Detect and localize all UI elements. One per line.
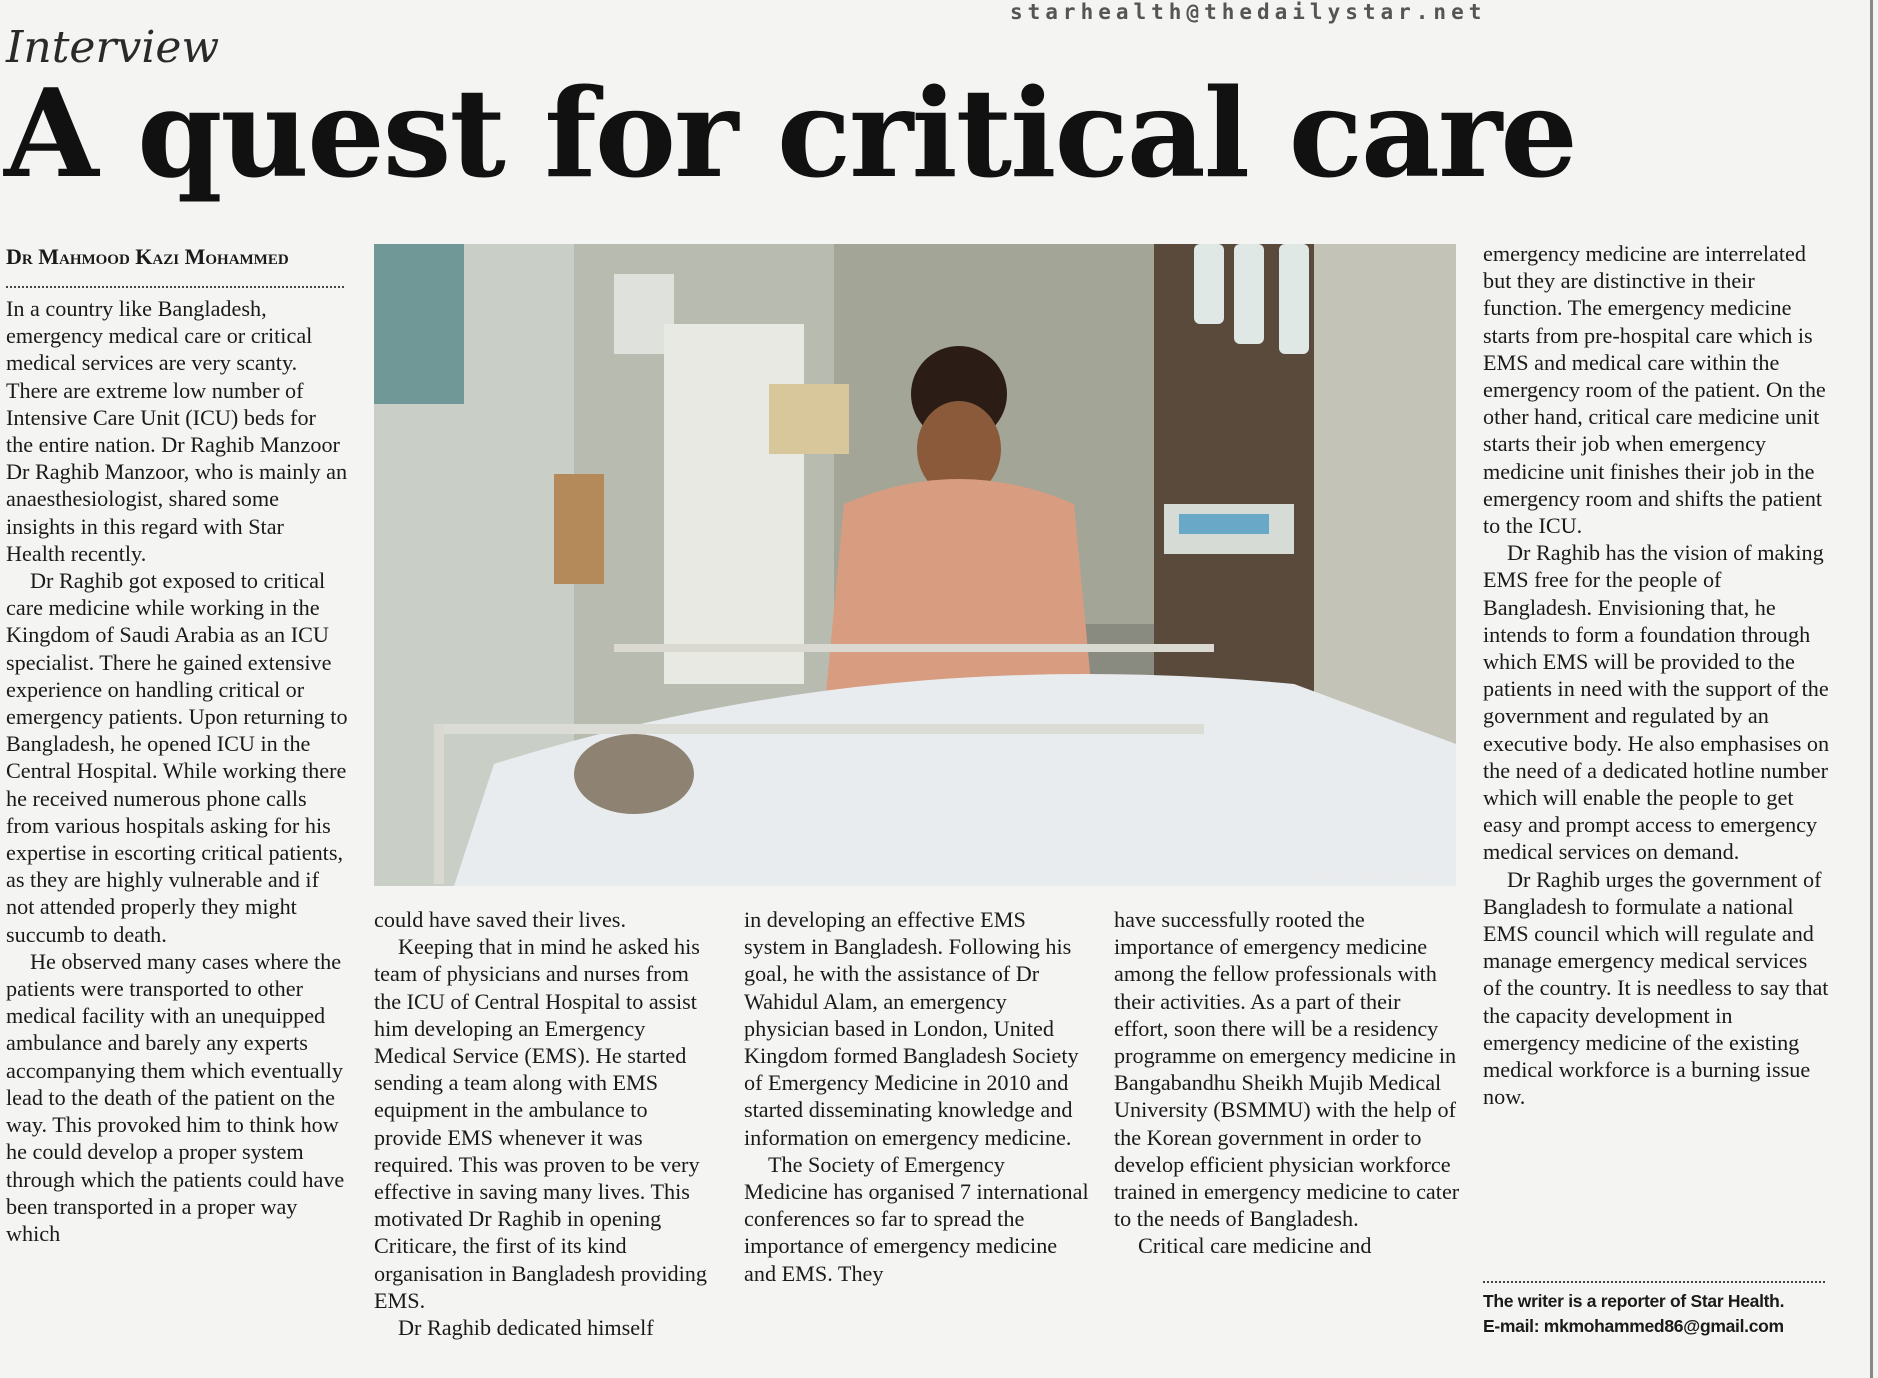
paragraph: in developing an effective EMS system in Bangladesh. Following his goal, he with the assistance of Dr Wahidul Alam, an emergency physician based in London, United Kingdom formed Bangladesh Society of Emergency Medicine in 2010 and started disseminating knowledge and information on emergency medicine. bbox=[744, 907, 1079, 1150]
page-edge-rule bbox=[1870, 0, 1873, 1378]
byline-divider bbox=[6, 286, 344, 288]
author-note-line: The writer is a reporter of Star Health. bbox=[1483, 1291, 1785, 1311]
article-column-5 bbox=[1483, 240, 1831, 1111]
paragraph: Dr Raghib has the vision of making EMS free for the people of Bangladesh. Envisioning that, he intends to form a foundation through which EMS will be provided to the patients in need with the support of the government and regulated by an executive body. He also emphasises on the need of a dedicated hotline number which will enable the people to get easy and prompt access to emergency medical services on demand. bbox=[1483, 540, 1830, 865]
paragraph: could have saved their lives. bbox=[374, 907, 626, 932]
paragraph: In a country like Bangladesh, emergency medical care or critical medical services are very scanty. There are extreme low number of Intensive Care Unit (ICU) beds for the entire nation. Dr Raghib Manzoor Dr Raghib Manzoor, who is mainly an anaesthesiologist, shared some insights in this regard with Star Health recently. bbox=[6, 296, 348, 566]
photo-credit-label: PHOTO: bbox=[1241, 865, 1298, 880]
paragraph: Critical care medicine and bbox=[1138, 1233, 1372, 1259]
article-photo bbox=[374, 244, 1456, 886]
author-email: E-mail: mkmohammed86@gmail.com bbox=[1483, 1316, 1784, 1336]
paragraph: Keeping that in mind he asked his team of physicians and nurses from the ICU of Central Hospital to assist him developing an Emergency Medical Service (EMS). He started sending a team along with EMS equipment in the ambulance to provide EMS whenever it was required. This was proven to be very effective in saving many lives. This motivated Dr Raghib in opening Criticare, the first of its kind organisation in Bangladesh providing EMS. bbox=[374, 934, 707, 1313]
author-note-divider bbox=[1483, 1281, 1825, 1283]
paragraph: emergency medicine are interrelated but they are distinctive in their function. The emergency medicine starts from pre-hospital care which is EMS and medical care within the emergency room of the patient. On the other hand, critical care medicine unit starts their job when emergency medicine unit finishes their job in the emergency room and shifts the patient to the ICU. bbox=[1483, 241, 1826, 539]
photo-credit bbox=[1242, 865, 1452, 880]
paragraph: Dr Raghib got exposed to critical care medicine while working in the Kingdom of Saudi Arabia as an ICU specialist. There he gained extensive experience on handling critical or emergency patients. Upon returning to Bangladesh, he opened ICU in the Central Hospital. While working there he received numerous phone calls from various hospitals asking for his expertise in escorting critical patients, as they are highly vulnerable and if not attended properly they might succumb to death. bbox=[6, 568, 348, 947]
article-column-1 bbox=[6, 295, 348, 1247]
headline: A quest for critical care bbox=[4, 61, 1576, 205]
author-note bbox=[1483, 1289, 1863, 1339]
article-column-2 bbox=[374, 906, 720, 1341]
paragraph: He observed many cases where the patients were transported to other medical facility with an unequipped ambulance and barely any experts accompanying them which eventually lead to the death of the patient on the way. This provoked him to think how he could develop a proper system through which the patients could have been transported in a proper way which bbox=[6, 948, 345, 1246]
paragraph: The Society of Emergency Medicine has organised 7 international conferences so far to spread the importance of emergency medicine and EMS. They bbox=[744, 1151, 1089, 1286]
article-column-3 bbox=[744, 906, 1090, 1287]
section-email: starhealth@thedailystar.net bbox=[1010, 0, 1487, 24]
icu-scene-illustration bbox=[374, 244, 1456, 886]
paragraph: Dr Raghib urges the government of Bangladesh to formulate a national EMS council which will regulate and manage emergency medical services of the country. It is needless to say that the capacity development in emergency medicine of the existing medical workforce is a burning issue now. bbox=[1483, 866, 1829, 1110]
photo-credit-name: TAREQ SALAHUDDIN bbox=[1301, 865, 1452, 880]
article-column-4 bbox=[1114, 906, 1460, 1260]
byline: Dr Mahmood Kazi Mohammed bbox=[6, 244, 289, 269]
paragraph: have successfully rooted the importance of emergency medicine among the fellow professionals with their activities. As a part of their effort, soon there will be a residency programme on emergency medicine in Bangabandhu Sheikh Mujib Medical University (BSMMU) with the help of the Korean government in order to develop efficient physician workforce trained in emergency medicine to cater to the needs of Bangladesh. bbox=[1114, 907, 1460, 1232]
paragraph: Dr Raghib dedicated himself bbox=[398, 1315, 654, 1341]
section-kicker: Interview bbox=[6, 22, 220, 73]
